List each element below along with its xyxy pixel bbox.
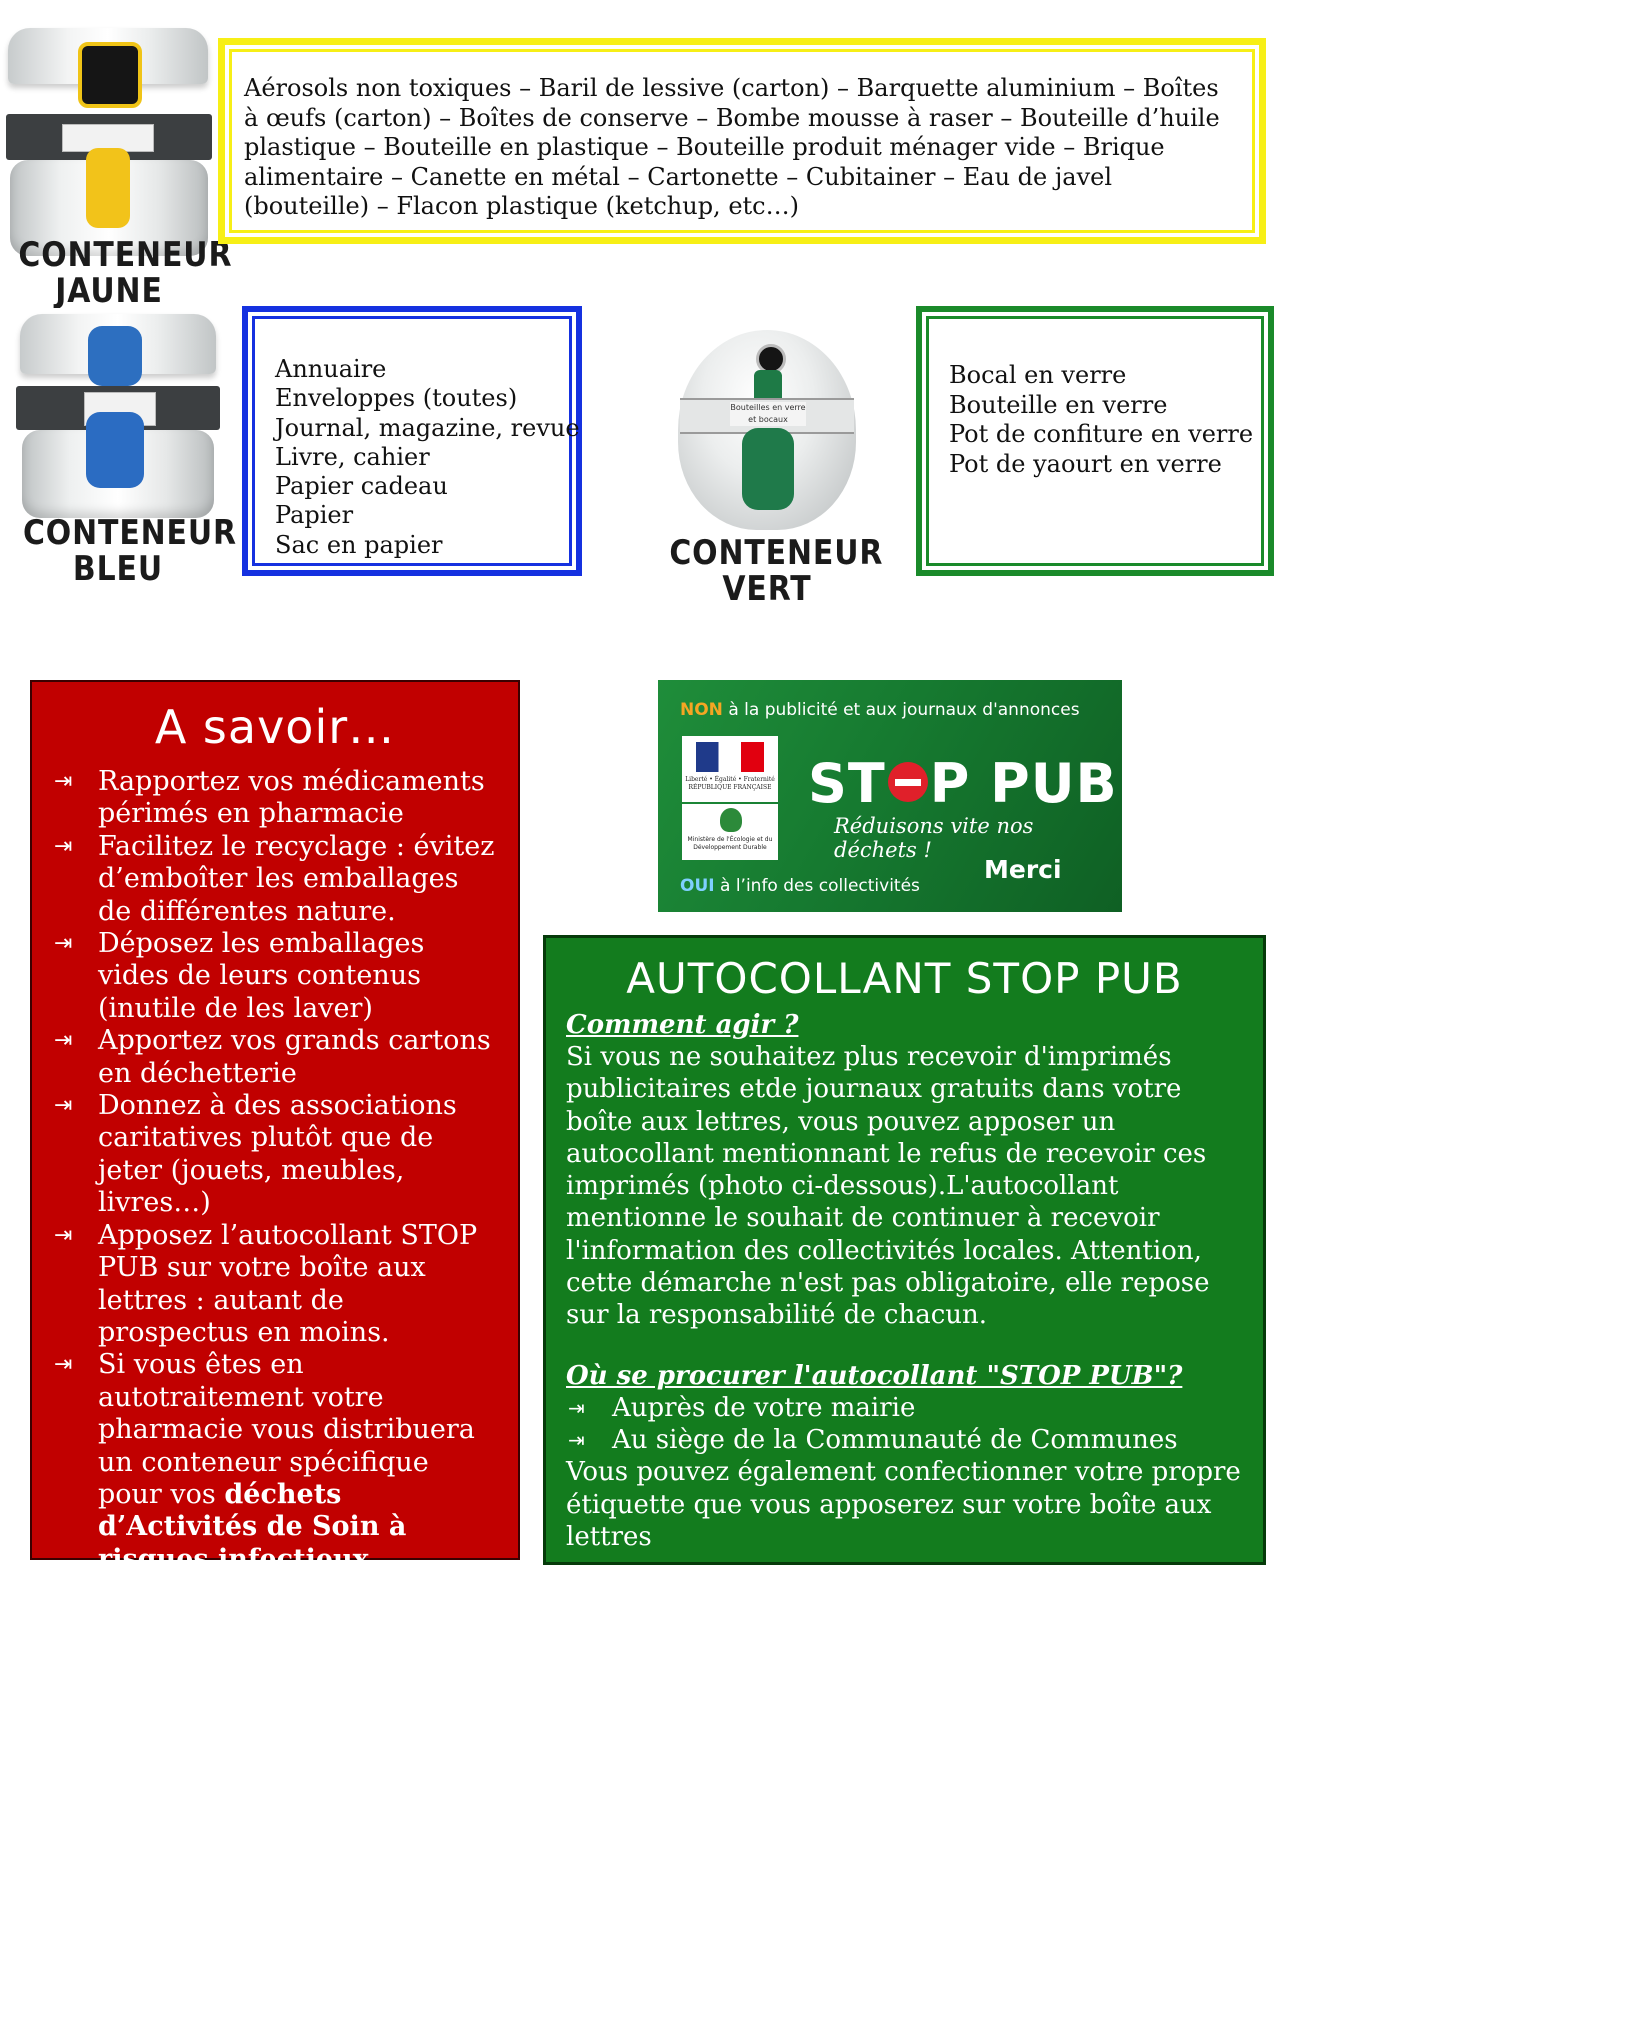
yellow-items-text: Aérosols non toxiques – Baril de lessive (carton) – Barquette aluminium – Boîtes à œufs (carton) – Boîtes de conserve – Bombe mousse à raser – Bouteille d’huile plastique – Bouteille en plastique – Bouteille produit ménager vide – Brique alimentaire – Canette en métal – Cartonette – Cubitainer – Eau de javel (bouteille) – Flacon plastique (ketchup, etc…): [244, 74, 1220, 220]
ministere-logo: [682, 804, 778, 860]
blue-container-caption: [22, 513, 237, 589]
green-container-illustration: [656, 330, 884, 622]
a-savoir-item: [52, 831, 498, 928]
yellow-caption-line2: JAUNE: [55, 273, 163, 308]
spacer: [566, 1332, 1243, 1360]
a-savoir-item-text: Apportez vos grands cartons en déchetterie: [98, 1025, 491, 1089]
ou-se-procurer-heading: Où se procurer l'autocollant "STOP PUB"?: [566, 1360, 1183, 1391]
arrow-bar-icon: ⇥: [54, 1028, 73, 1054]
a-savoir-item-text: Déposez les emballages vides de leurs contenus (inutile de les laver): [98, 928, 425, 1024]
autocollant-item-text: Auprès de votre mairie: [612, 1392, 916, 1423]
green-items-inner: [926, 316, 1264, 566]
banner-oui: OUI: [680, 876, 715, 896]
logo-min-text: Ministère de l'Écologie et du Développement Durable: [687, 836, 773, 851]
comment-agir-text: Si vous ne souhaitez plus recevoir d'imprimés publicitaires etde journaux gratuits dans votre boîte aux lettres, vous pouvez apposer un autocollant mentionnant le refus de recevoir ces imprimés (photo ci-dessous).L'autocollant mentionne le souhait de continuer à recevoir l'information des collectivités locales. Attention, cette démarche n'est pas obligatoire, elle repose sur la responsabilité de chacun.: [566, 1042, 1210, 1331]
banner-bottom-text: à l’info des collectivités: [720, 876, 920, 896]
green-container-sticker: Bouteilles en verre et bocaux: [730, 403, 806, 424]
a-savoir-item-bold: déchets d’Activités de Soin à risques infectieux.: [98, 1478, 407, 1575]
green-item: Pot de confiture en verre: [949, 420, 1254, 448]
tree-icon: [720, 808, 742, 832]
blue-container-items-box: [242, 306, 582, 576]
a-savoir-item: [52, 1349, 498, 1576]
green-item: Bocal en verre: [949, 361, 1127, 389]
arrow-bar-icon: ⇥: [54, 1093, 73, 1119]
no-entry-icon: [888, 762, 928, 802]
banner-top-line: [680, 700, 1080, 720]
yellow-container-slot: [78, 42, 142, 108]
blue-item: Annuaire: [275, 355, 387, 383]
yellow-container-caption: [18, 235, 233, 308]
blue-container-window: [86, 412, 144, 488]
a-savoir-item-text: Rapportez vos médicaments périmés en pharmacie: [98, 766, 485, 830]
a-savoir-box: [30, 680, 520, 1575]
green-container-items-box: [916, 306, 1274, 576]
arrow-bar-icon: ⇥: [54, 1222, 73, 1248]
a-savoir-item-text: Apposez l’autocollant STOP PUB sur votre boîte aux lettres : autant de prospectus en moins.: [98, 1219, 478, 1348]
flag-icon: [696, 742, 764, 772]
green-item: Bouteille en verre: [949, 390, 1168, 419]
arrow-bar-icon: ⇥: [54, 1352, 73, 1378]
stop-pub-banner: [658, 680, 1122, 912]
blue-container-slot: [88, 326, 142, 386]
autocollant-item: [566, 1424, 1243, 1456]
a-savoir-item: [52, 928, 498, 1025]
banner-merci: Merci: [984, 855, 1062, 884]
banner-bottom-line: [680, 876, 920, 896]
a-savoir-item-text: Facilitez le recyclage : évitez d’emboîter les emballages de différentes nature.: [98, 830, 495, 927]
blue-item: Livre, cahier: [275, 442, 430, 471]
green-caption-line2: VERT: [722, 568, 812, 609]
autocollant-item: [566, 1392, 1243, 1424]
blue-item: Papier: [275, 501, 354, 530]
green-container-caption: [669, 533, 884, 609]
a-savoir-item: [52, 1090, 498, 1220]
blue-container-illustration: [10, 312, 237, 602]
banner-non: NON: [680, 700, 723, 720]
arrow-bar-icon: ⇥: [54, 769, 73, 794]
stop-right: P PUB: [929, 752, 1118, 815]
blue-caption-line2: BLEU: [72, 548, 164, 589]
autocollant-box: [543, 935, 1266, 1565]
yellow-container-window: [86, 148, 130, 228]
green-container-window: [742, 428, 794, 510]
arrow-bar-icon: ⇥: [568, 1427, 585, 1452]
stop-pub-wordmark: [808, 752, 1118, 815]
a-savoir-item: [52, 766, 498, 831]
blue-items-inner: [252, 316, 580, 566]
autocollant-title: AUTOCOLLANT STOP PUB: [626, 954, 1183, 1003]
arrow-bar-icon: ⇥: [568, 1395, 585, 1420]
yellow-caption-line1: CONTENEUR: [18, 235, 233, 275]
comment-agir-heading: Comment agir ?: [566, 1010, 799, 1040]
a-savoir-title: A savoir…: [154, 700, 396, 754]
autocollant-item-text: Au siège de la Communauté de Communes: [612, 1424, 1178, 1455]
yellow-container-illustration: [6, 28, 233, 308]
arrow-bar-icon: ⇥: [54, 833, 73, 859]
yellow-container-items-box: [218, 38, 1266, 244]
logo-rf-text: Liberté • Égalité • Fraternité RÉPUBLIQUE FRANÇAISE: [685, 776, 775, 791]
green-caption-line1: CONTENEUR: [669, 533, 884, 573]
arrow-bar-icon: ⇥: [54, 931, 73, 957]
stop-left: ST: [808, 752, 886, 815]
a-savoir-item: [52, 1025, 498, 1090]
banner-slogan: Réduisons vite nos déchets !: [834, 814, 1034, 862]
green-item: Pot de yaourt en verre: [949, 449, 1222, 478]
yellow-items-inner: [229, 49, 1255, 233]
blue-item: Sac en papier: [275, 530, 443, 559]
a-savoir-item-text: Donnez à des associations caritatives plutôt que de jeter (jouets, meubles, livres…): [98, 1090, 457, 1219]
blue-caption-line1: CONTENEUR: [22, 513, 237, 553]
blue-item: Enveloppes (toutes): [275, 384, 518, 413]
a-savoir-item-text: Si vous êtes en autotraitement votre pharmacie vous distribuera un conteneur spécifique pour vos: [98, 1349, 475, 1510]
blue-item: Papier cadeau: [275, 472, 448, 501]
autocollant-closing-text: Vous pouvez également confectionner votre propre étiquette que vous apposerez sur votre boîte aux lettres: [566, 1457, 1241, 1552]
a-savoir-item: [52, 1220, 498, 1350]
republique-francaise-logo: [682, 736, 778, 802]
banner-top-text: à la publicité et aux journaux d'annonces: [728, 700, 1080, 720]
blue-item: Journal, magazine, revue: [275, 413, 580, 442]
